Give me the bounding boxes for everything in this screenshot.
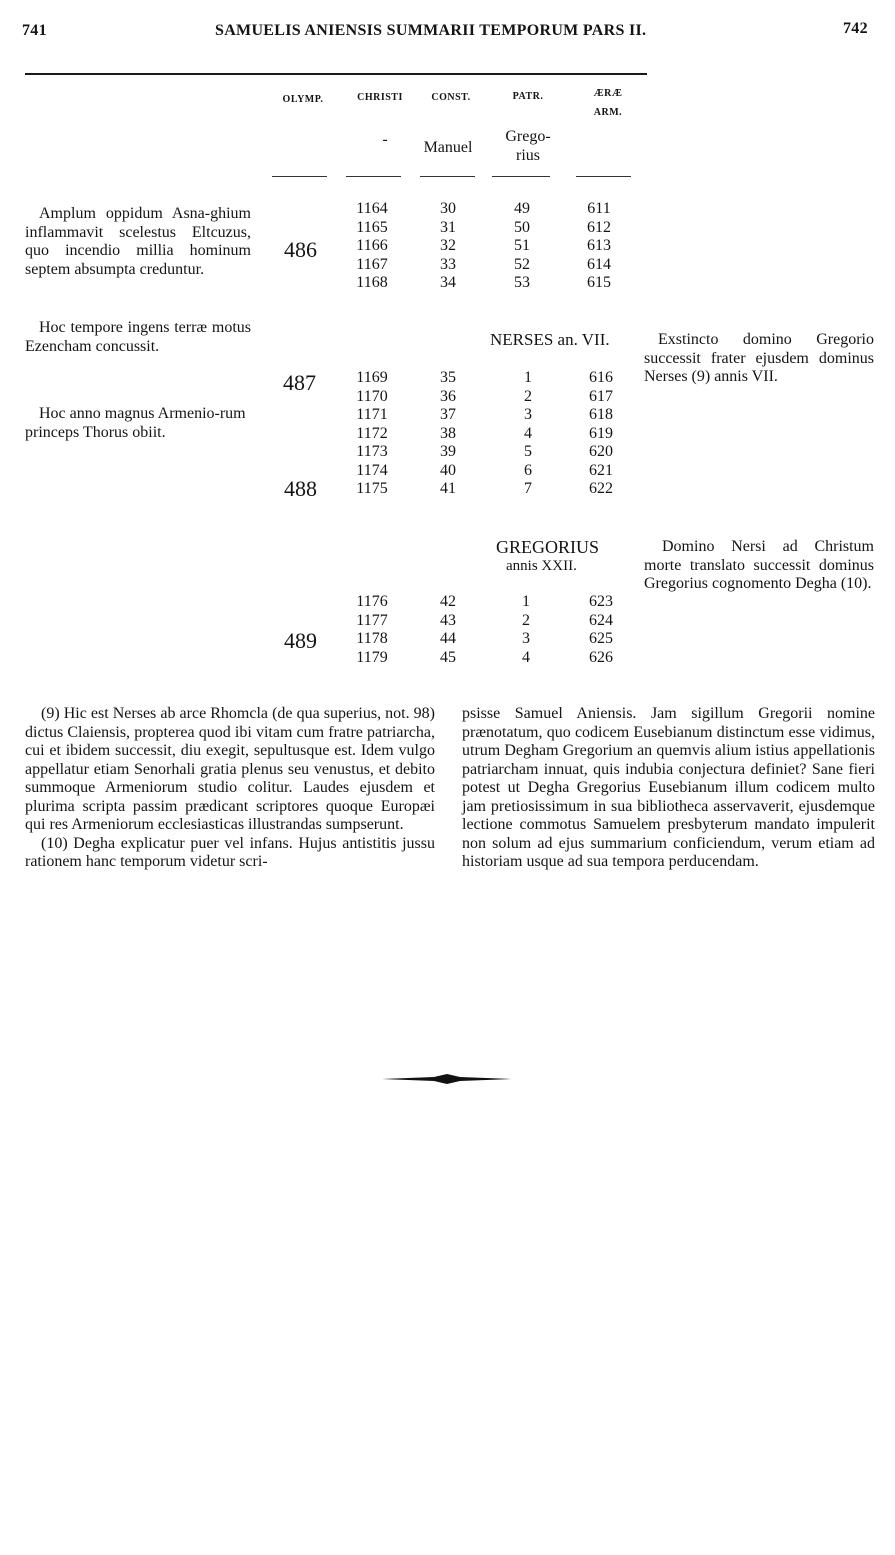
olympiad-487: 487 xyxy=(283,370,316,395)
right-note-nerses: Exstincto domino Gregorio successit frater ejusdem dominus Nerses (9) annis VII. xyxy=(644,331,874,385)
running-title: SAMUELIS ANIENSIS SUMMARII TEMPORUM PARS II. xyxy=(215,22,647,39)
column-head-olymp: OLYMP. xyxy=(282,94,324,105)
aerae-years-block-3: 623 624 625 626 xyxy=(589,593,613,666)
column-head-aerae-2: ARM. xyxy=(593,107,623,118)
patr-years-block-1: 49 50 51 52 53 xyxy=(514,200,530,291)
olympiad-488: 488 xyxy=(284,476,317,501)
footnote-column-left xyxy=(25,705,435,872)
header-rule xyxy=(25,73,647,75)
christi-mark: - xyxy=(382,131,388,148)
column-head-patr: PATR. xyxy=(512,91,544,102)
patr-name-line-1: Grego- xyxy=(505,128,551,145)
christi-years-block-3: 1176 1177 1178 1179 xyxy=(356,593,388,666)
olympiad-489: 489 xyxy=(284,628,317,653)
const-years-block-1: 30 31 32 33 34 xyxy=(440,200,456,291)
column-head-const: CONST. xyxy=(431,92,471,103)
column-underline-olymp xyxy=(272,176,327,177)
footnote-9: (9) Hic est Nerses ab arce Rhomcla (de qua superius, not. 98) dictus Claiensis, propterea quod ibi vitam cum fratre patriarcha, cui et ibidem successit, diu exegit, sepultusque est. Idem vulgo appellatur etiam Senorhali gratia plenus seu venustus, et debito summoque Armeniorum studio colitur. Laudes ejusdem et plurima scripta passim prædicant scriptores quoque Europæi qui res Armeniorum ecclesiasticas illustrandas sumpserunt. xyxy=(25,705,435,833)
christi-years-block-1: 1164 1165 1166 1167 1168 xyxy=(356,200,388,291)
patr-years-block-2: 1 2 3 4 5 6 7 xyxy=(524,369,532,497)
page-number-left: 741 xyxy=(22,22,47,39)
left-note-thorus: Hoc anno magnus Armenio-rum princeps Thorus obiit. xyxy=(25,405,246,441)
right-note-gregorius: Domino Nersi ad Christum morte translato successit dominus Gregorius cognomento Degha (10). xyxy=(644,538,874,592)
olympiad-486: 486 xyxy=(284,237,317,262)
patr-years-block-3: 1 2 3 4 xyxy=(522,593,530,666)
page-number-right: 742 xyxy=(843,20,868,37)
column-underline-const xyxy=(420,176,475,177)
christi-years-block-2: 1169 1170 1171 1172 1173 1174 1175 xyxy=(356,369,388,497)
left-note-earthquake: Hoc tempore ingens terræ motus Ezencham concussit. xyxy=(25,319,251,355)
const-years-block-3: 42 43 44 45 xyxy=(440,593,456,666)
column-underline-christi xyxy=(346,176,401,177)
footnote-10-continued: psisse Samuel Aniensis. Jam sigillum Gregorii nomine prænotatum, quo codicem Eusebianum distinctum esse vidimus, utrum Degham Gregorium an quemvis alium istius appellationis patriarcham innuat, quis indubia conjectura definiet? Sane fieri potest ut Degha Gregorius Eusebianum illum codicem multo jam pretiosissimum in sua bibliotheca asservaverit, ejusdemque lectione commotus Samuelem presbyterum mandato impulerit non solum ad ejus summarium conficiendum, verum etiam ad historiam usque ad sua tempora perducendam. xyxy=(462,705,875,870)
const-years-block-2: 35 36 37 38 39 40 41 xyxy=(440,369,456,497)
footnote-column-right xyxy=(462,705,875,872)
section-heading-gregorius-years: annis XXII. xyxy=(506,558,577,574)
const-emperor-name: Manuel xyxy=(423,139,473,156)
column-underline-aerae xyxy=(576,176,631,177)
patr-name-line-2: rius xyxy=(516,147,540,164)
section-heading-gregorius: GREGORIUS xyxy=(496,537,600,557)
column-head-aerae-1: ÆRÆ xyxy=(593,88,623,99)
column-head-christi: CHRISTI xyxy=(357,92,403,103)
aerae-years-block-1: 611 612 613 614 615 xyxy=(587,200,611,291)
footnote-10: (10) Degha explicatur puer vel infans. Hujus antistitis jussu rationem hanc temporum videtur scri- xyxy=(25,834,435,870)
end-ornament xyxy=(380,1072,514,1086)
section-heading-nerses: NERSES an. VII. xyxy=(490,330,610,349)
left-note-asnaghium: Amplum oppidum Asna-ghium inflammavit scelestus Eltcuzus, quo incendio millia hominum septem absumpta creduntur. xyxy=(25,205,251,278)
aerae-years-block-2: 616 617 618 619 620 621 622 xyxy=(589,369,613,497)
column-underline-patr xyxy=(492,176,550,177)
